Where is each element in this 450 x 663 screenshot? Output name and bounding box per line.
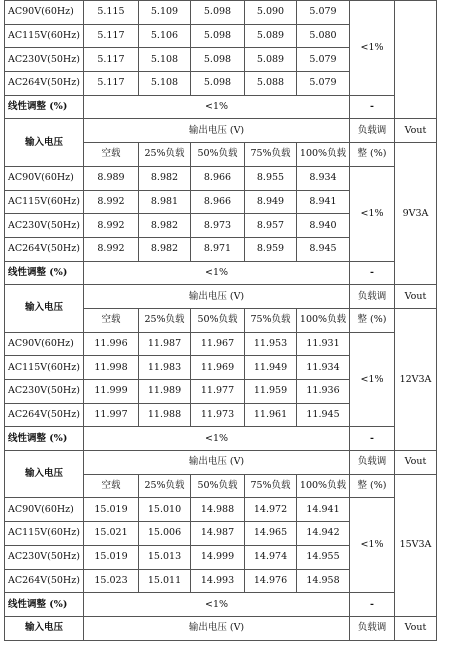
load-column-header: 50%负载 (191, 474, 245, 498)
output-voltage-header: 输出电压 (V) (84, 119, 350, 143)
line-regulation-value: <1% (84, 427, 350, 451)
output-voltage-value: 14.955 (297, 545, 350, 569)
output-voltage-value: 8.966 (191, 166, 245, 190)
output-voltage-value: 11.989 (139, 380, 191, 404)
output-voltage-value: 8.966 (191, 190, 245, 214)
vout-header: Vout (395, 451, 437, 475)
output-voltage-value: 8.992 (84, 214, 139, 238)
output-voltage-value: 15.021 (84, 522, 139, 546)
output-voltage-value: 8.934 (297, 166, 350, 190)
load-column-header: 25%负载 (139, 474, 191, 498)
line-regulation-label: 线性调整 (%) (5, 261, 84, 285)
load-column-header: 25%负载 (139, 308, 191, 332)
load-regulation-value: <1% (350, 498, 395, 593)
output-voltage-value: 11.959 (245, 380, 297, 404)
input-voltage-label: AC115V(60Hz) (5, 190, 84, 214)
output-voltage-header: 输出电压 (V) (84, 285, 350, 309)
data-row (5, 1, 437, 25)
line-regulation-label: 线性调整 (%) (5, 427, 84, 451)
input-voltage-header: 输入电压 (5, 616, 84, 640)
output-voltage-value: 5.098 (191, 24, 245, 48)
output-voltage-value: 14.942 (297, 522, 350, 546)
output-voltage-value: 11.987 (139, 332, 191, 356)
output-voltage-value: 11.934 (297, 356, 350, 380)
line-regulation-dash: - (350, 261, 395, 285)
vout-header: Vout (395, 285, 437, 309)
output-voltage-value: 11.973 (191, 403, 245, 427)
output-voltage-value: 11.967 (191, 332, 245, 356)
load-column-header: 25%负载 (139, 143, 191, 167)
load-column-header: 50%负载 (191, 308, 245, 332)
input-voltage-label: AC264V(50Hz) (5, 237, 84, 261)
input-voltage-label: AC230V(50Hz) (5, 48, 84, 72)
output-voltage-value: 5.098 (191, 1, 245, 25)
line-regulation-value: <1% (84, 593, 350, 617)
vout-value: 15V3A (395, 474, 437, 616)
vout-header: Vout (395, 119, 437, 143)
output-voltage-value: 8.982 (139, 237, 191, 261)
load-regulation-header-bottom: 整 (%) (350, 474, 395, 498)
header-row (5, 119, 437, 143)
data-row (5, 498, 437, 522)
output-voltage-value: 8.989 (84, 166, 139, 190)
load-regulation-value: <1% (350, 1, 395, 96)
output-voltage-value: 5.109 (139, 1, 191, 25)
output-voltage-value: 5.089 (245, 24, 297, 48)
output-voltage-value: 11.997 (84, 403, 139, 427)
load-column-header: 空载 (84, 308, 139, 332)
load-column-header: 100%负载 (297, 308, 350, 332)
output-voltage-value: 5.106 (139, 24, 191, 48)
output-voltage-value: 11.945 (297, 403, 350, 427)
output-voltage-value: 8.959 (245, 237, 297, 261)
vout-value: 12V3A (395, 308, 437, 450)
output-voltage-value: 11.988 (139, 403, 191, 427)
input-voltage-label: AC90V(60Hz) (5, 498, 84, 522)
load-column-header: 75%负载 (245, 474, 297, 498)
input-voltage-label: AC90V(60Hz) (5, 1, 84, 25)
input-voltage-label: AC264V(50Hz) (5, 72, 84, 96)
output-voltage-value: 5.079 (297, 48, 350, 72)
output-voltage-value: 5.115 (84, 1, 139, 25)
output-voltage-value: 14.974 (245, 545, 297, 569)
load-regulation-value: <1% (350, 332, 395, 427)
input-voltage-label: AC230V(50Hz) (5, 545, 84, 569)
output-voltage-value: 5.117 (84, 24, 139, 48)
load-regulation-header-bottom: 整 (%) (350, 308, 395, 332)
load-regulation-header-top: 负载调 (350, 616, 395, 640)
output-voltage-value: 11.996 (84, 332, 139, 356)
load-column-header: 空载 (84, 143, 139, 167)
output-voltage-value: 15.023 (84, 569, 139, 593)
output-voltage-value: 5.088 (245, 72, 297, 96)
output-voltage-value: 15.006 (139, 522, 191, 546)
line-regulation-dash: - (350, 95, 395, 119)
line-regulation-row (5, 261, 437, 285)
input-voltage-label: AC90V(60Hz) (5, 166, 84, 190)
line-regulation-label: 线性调整 (%) (5, 593, 84, 617)
output-voltage-value: 11.983 (139, 356, 191, 380)
output-voltage-value: 5.089 (245, 48, 297, 72)
output-voltage-value: 11.936 (297, 380, 350, 404)
input-voltage-label: AC230V(50Hz) (5, 214, 84, 238)
output-voltage-value: 5.090 (245, 1, 297, 25)
load-column-header: 100%负载 (297, 474, 350, 498)
output-voltage-value: 8.957 (245, 214, 297, 238)
line-regulation-label: 线性调整 (%) (5, 95, 84, 119)
output-voltage-value: 8.982 (139, 166, 191, 190)
output-voltage-value: 8.949 (245, 190, 297, 214)
output-voltage-value: 8.971 (191, 237, 245, 261)
input-voltage-label: AC115V(60Hz) (5, 356, 84, 380)
line-regulation-row (5, 95, 437, 119)
output-voltage-value: 15.013 (139, 545, 191, 569)
output-voltage-value: 15.019 (84, 545, 139, 569)
output-voltage-value: 8.945 (297, 237, 350, 261)
line-regulation-value: <1% (84, 261, 350, 285)
line-regulation-row (5, 427, 437, 451)
output-voltage-value: 11.969 (191, 356, 245, 380)
input-voltage-header: 输入电压 (5, 119, 84, 166)
load-column-header: 100%负载 (297, 143, 350, 167)
output-voltage-value: 15.010 (139, 498, 191, 522)
output-voltage-value: 11.931 (297, 332, 350, 356)
load-regulation-header-top: 负载调 (350, 285, 395, 309)
input-voltage-label: AC90V(60Hz) (5, 332, 84, 356)
output-voltage-value: 14.987 (191, 522, 245, 546)
output-voltage-value: 14.988 (191, 498, 245, 522)
output-voltage-value: 15.019 (84, 498, 139, 522)
load-regulation-header-top: 负载调 (350, 119, 395, 143)
output-voltage-value: 8.955 (245, 166, 297, 190)
output-voltage-header: 输出电压 (V) (84, 616, 350, 640)
vout-header: Vout (395, 616, 437, 640)
output-voltage-header: 输出电压 (V) (84, 451, 350, 475)
load-regulation-value: <1% (350, 166, 395, 261)
output-voltage-value: 14.958 (297, 569, 350, 593)
load-column-header: 75%负载 (245, 143, 297, 167)
output-voltage-value: 5.117 (84, 72, 139, 96)
line-regulation-dash: - (350, 427, 395, 451)
output-voltage-value: 15.011 (139, 569, 191, 593)
output-voltage-value: 14.976 (245, 569, 297, 593)
header-row (5, 451, 437, 475)
output-voltage-value: 5.080 (297, 24, 350, 48)
input-voltage-header: 输入电压 (5, 285, 84, 332)
output-voltage-value: 14.993 (191, 569, 245, 593)
input-voltage-label: AC230V(50Hz) (5, 380, 84, 404)
output-voltage-value: 8.981 (139, 190, 191, 214)
output-voltage-value: 5.117 (84, 48, 139, 72)
input-voltage-label: AC115V(60Hz) (5, 522, 84, 546)
output-voltage-value: 8.992 (84, 190, 139, 214)
vout-value: 9V3A (395, 143, 437, 285)
output-voltage-value: 8.940 (297, 214, 350, 238)
output-voltage-value: 11.961 (245, 403, 297, 427)
line-regulation-value: <1% (84, 95, 350, 119)
output-voltage-value: 5.098 (191, 72, 245, 96)
output-voltage-value: 14.972 (245, 498, 297, 522)
line-regulation-dash: - (350, 593, 395, 617)
output-voltage-value: 8.992 (84, 237, 139, 261)
output-voltage-value: 11.953 (245, 332, 297, 356)
input-voltage-label: AC264V(50Hz) (5, 403, 84, 427)
input-voltage-header: 输入电压 (5, 451, 84, 498)
load-column-header: 50%负载 (191, 143, 245, 167)
output-voltage-value: 8.941 (297, 190, 350, 214)
load-regulation-header-top: 负载调 (350, 451, 395, 475)
input-voltage-label: AC115V(60Hz) (5, 24, 84, 48)
data-row (5, 332, 437, 356)
output-voltage-value: 14.941 (297, 498, 350, 522)
output-voltage-table (4, 0, 437, 641)
output-voltage-value: 5.079 (297, 1, 350, 25)
load-regulation-header-bottom: 整 (%) (350, 143, 395, 167)
vout-value (395, 1, 437, 119)
output-voltage-value: 14.965 (245, 522, 297, 546)
line-regulation-row (5, 593, 437, 617)
header-row (5, 285, 437, 309)
output-voltage-value: 8.973 (191, 214, 245, 238)
load-column-header: 空载 (84, 474, 139, 498)
header-row (5, 616, 437, 640)
output-voltage-value: 5.108 (139, 72, 191, 96)
output-voltage-value: 11.977 (191, 380, 245, 404)
output-voltage-value: 5.079 (297, 72, 350, 96)
data-row (5, 166, 437, 190)
output-voltage-value: 11.999 (84, 380, 139, 404)
output-voltage-value: 14.999 (191, 545, 245, 569)
output-voltage-value: 5.108 (139, 48, 191, 72)
output-voltage-value: 11.998 (84, 356, 139, 380)
output-voltage-value: 8.982 (139, 214, 191, 238)
output-voltage-value: 11.949 (245, 356, 297, 380)
output-voltage-value: 5.098 (191, 48, 245, 72)
load-column-header: 75%负载 (245, 308, 297, 332)
input-voltage-label: AC264V(50Hz) (5, 569, 84, 593)
